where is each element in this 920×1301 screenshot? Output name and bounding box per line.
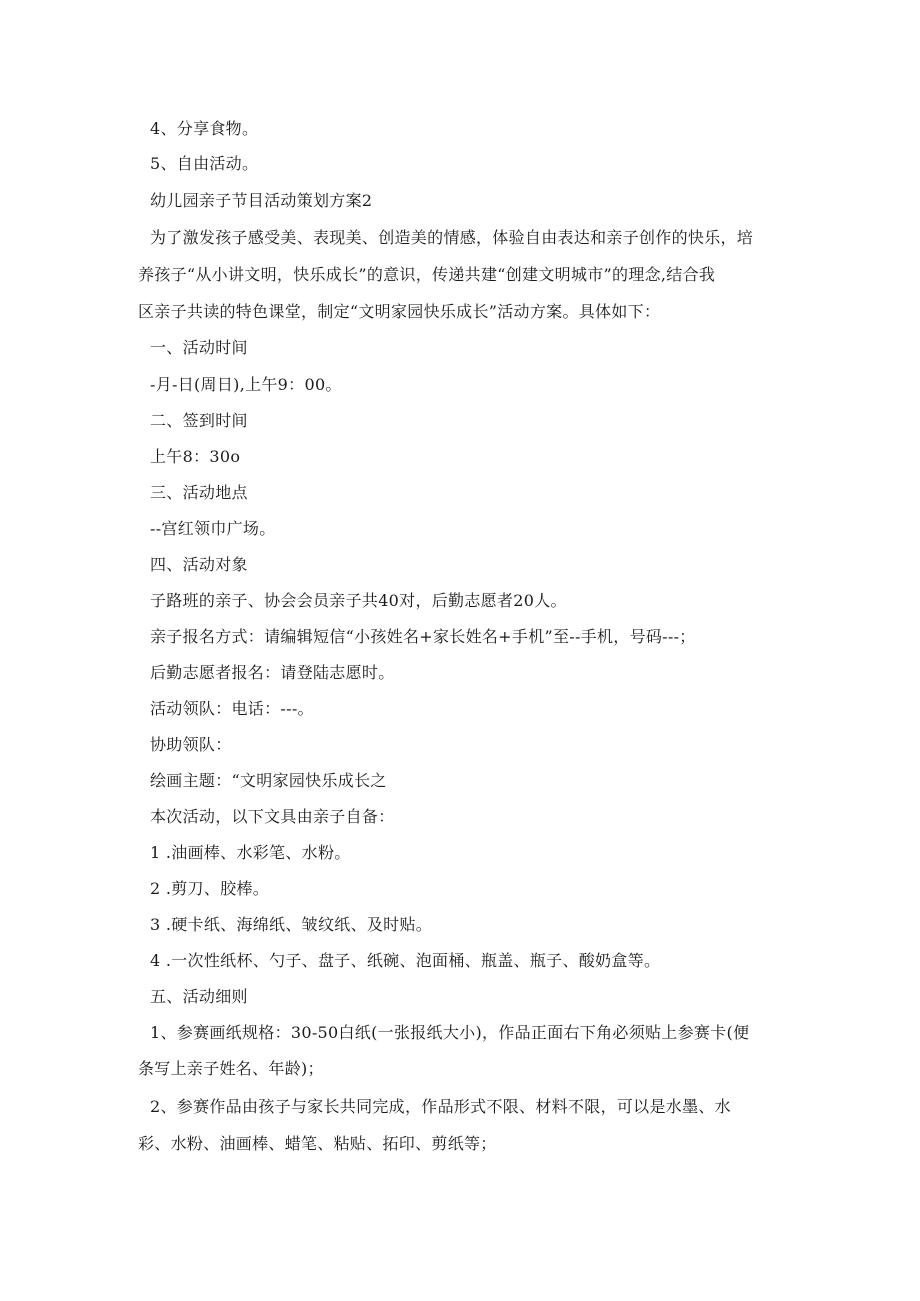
text-line: 后勤志愿者报名：请登陆志愿时。 xyxy=(150,663,395,682)
text-line: 绘画主题：“文明家园快乐成长之 xyxy=(150,771,387,790)
text-line: 2、参赛作品由孩子与家长共同完成，作品形式不限、材料不限，可以是水墨、水 xyxy=(150,1097,731,1116)
text-line: 1、参赛画纸规格：30-50白纸(一张报纸大小)，作品正面右下角必须贴上参赛卡(便 xyxy=(150,1023,750,1042)
text-line: 5、自由活动。 xyxy=(150,154,259,173)
text-line: 协助领队： xyxy=(150,735,232,754)
section-heading: 四、活动对象 xyxy=(150,555,248,574)
text-line: 养孩子“从小讲文明，快乐成长”的意识，传递共建“创建文明城市”的理念,结合我 xyxy=(138,265,716,284)
section-heading: 五、活动细则 xyxy=(150,987,248,1006)
list-item: 4 .一次性纸杯、勺子、盘子、纸碗、泡面桶、瓶盖、瓶子、酸奶盒等。 xyxy=(150,951,661,970)
text-line: --宫红领巾广场。 xyxy=(150,519,276,538)
text-line: 亲子报名方式：请编辑短信“小孩姓名+家长姓名+手机”至--手机，号码---； xyxy=(150,627,696,646)
text-line: 子路班的亲子、协会会员亲子共40对，后勤志愿者20人。 xyxy=(150,591,567,610)
section-heading: 二、签到时间 xyxy=(150,411,248,430)
section-heading: 幼儿园亲子节目活动策划方案2 xyxy=(150,191,373,210)
section-heading: 三、活动地点 xyxy=(150,483,248,502)
text-line: -月-日(周日),上午9：00。 xyxy=(150,375,342,394)
list-item: 2 .剪刀、胶棒。 xyxy=(150,879,270,898)
text-line: 本次活动，以下文具由亲子自备： xyxy=(150,807,395,826)
text-line: 4、分享食物。 xyxy=(150,119,259,138)
text-line: 条写上亲子姓名、年龄)； xyxy=(138,1059,324,1078)
text-line: 为了激发孩子感受美、表现美、创造美的情感，体验自由表达和亲子创作的快乐，培 xyxy=(150,228,754,247)
list-item: 3 .硬卡纸、海绵纸、皱纹纸、及时贴。 xyxy=(150,915,433,934)
text-line: 彩、水粉、油画棒、蜡笔、粘贴、拓印、剪纸等； xyxy=(138,1134,497,1153)
text-line: 活动领队：电话：---。 xyxy=(150,699,314,718)
text-line: 上午8：30o xyxy=(150,447,241,466)
text-line: 区亲子共读的特色课堂，制定“文明家园快乐成长”活动方案。具体如下： xyxy=(138,302,661,321)
list-item: 1 .油画棒、水彩笔、水粉。 xyxy=(150,843,351,862)
section-heading: 一、活动时间 xyxy=(150,338,248,357)
